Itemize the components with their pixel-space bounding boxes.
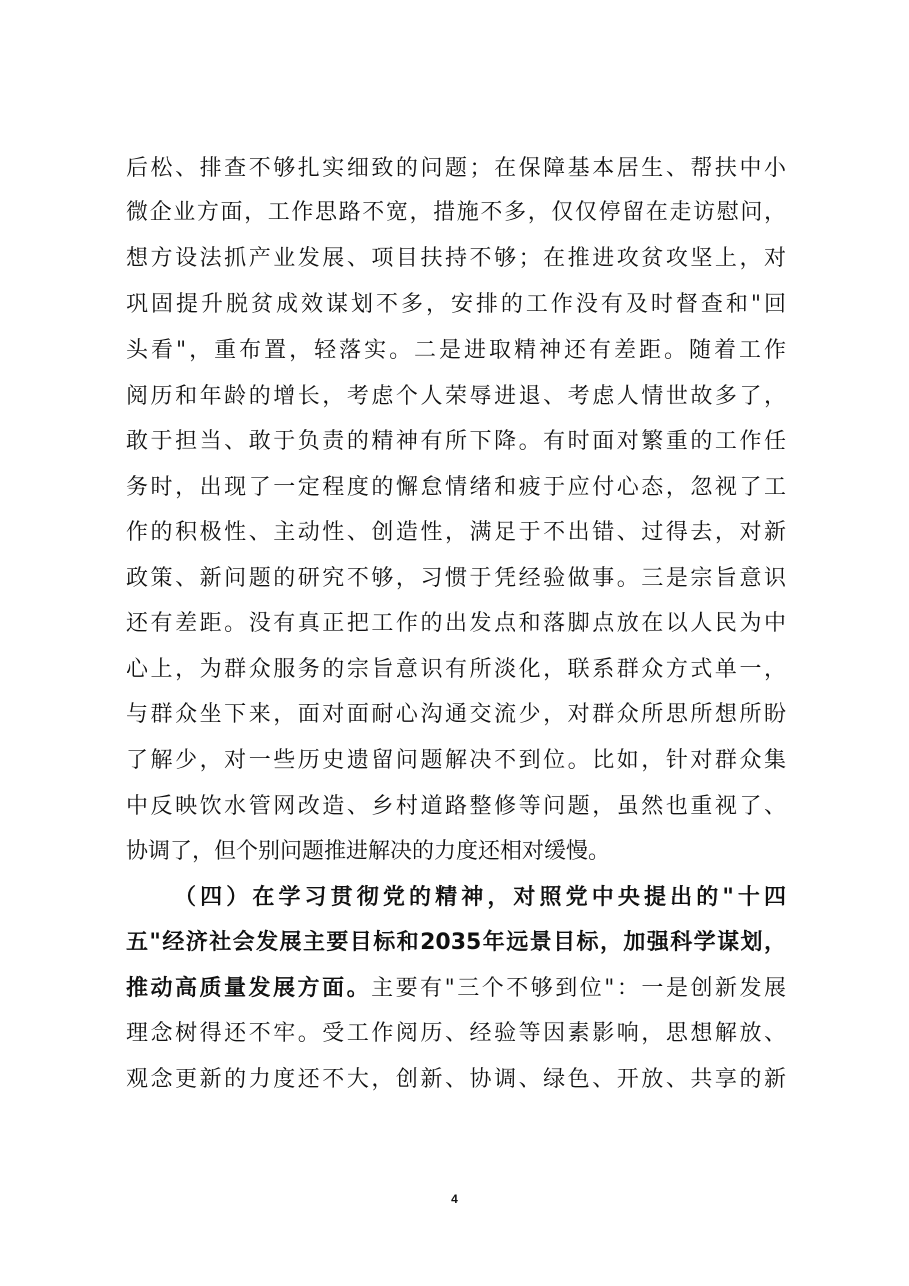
body-line-6: 阅历和年龄的增长，考虑个人荣辱进退、考虑人情世故多了， — [126, 384, 786, 409]
page-number: 4 — [451, 1192, 458, 1206]
section-line-5: 观念更新的力度还不大，创新、协调、绿色、开放、共享的新 — [126, 1067, 786, 1092]
section-line-3-text: 主要有"三个不够到位"：一是创新发展 — [371, 976, 786, 1001]
body-line-15: 中反映饮水管网改造、乡村道路整修等问题，虽然也重视了、 — [126, 794, 786, 819]
body-line-5: 头看"，重布置，轻落实。二是进取精神还有差距。随着工作 — [126, 338, 786, 363]
body-line-2: 微企业方面，工作思路不宽，措施不多，仅仅停留在走访慰问， — [126, 200, 786, 225]
body-line-14: 了解少，对一些历史遗留问题解决不到位。比如，针对群众集 — [126, 748, 786, 773]
body-line-7: 敢于担当、敢于负责的精神有所下降。有时面对繁重的工作任 — [126, 429, 786, 454]
body-line-1: 后松、排查不够扎实细致的问题；在保障基本居生、帮扶中小 — [126, 156, 786, 181]
section-line-4: 理念树得还不牢。受工作阅历、经验等因素影响，思想解放、 — [126, 1021, 786, 1046]
body-line-12: 心上，为群众服务的宗旨意识有所淡化，联系群众方式单一， — [126, 657, 786, 682]
body-line-9: 作的积极性、主动性、创造性，满足于不出错、过得去，对新 — [126, 520, 786, 545]
section-heading-line-2: 五"经济社会发展主要目标和2035年远景目标，加强科学谋划， — [126, 930, 786, 955]
body-line-4: 巩固提升脱贫成效谋划不多，安排的工作没有及时督查和"回 — [126, 292, 786, 317]
body-line-11: 还有差距。没有真正把工作的出发点和落脚点放在以人民为中 — [126, 611, 786, 636]
body-line-13: 与群众坐下来，面对面耐心沟通交流少，对群众所思所想所盼 — [126, 702, 786, 727]
body-line-10: 政策、新问题的研究不够，习惯于凭经验做事。三是宗旨意识 — [126, 566, 786, 591]
section-heading-line-1: （四）在学习贯彻党的精神，对照党中央提出的"十四 — [174, 885, 786, 910]
body-line-16: 协调了，但个别问题推进解决的力度还相对缓慢。 — [126, 839, 611, 864]
section-line-3 — [126, 972, 786, 1006]
body-line-8: 务时，出现了一定程度的懈怠情绪和疲于应付心态，忽视了工 — [126, 475, 786, 500]
section-heading-tail: 推动高质量发展方面。 — [126, 976, 372, 1001]
body-line-3: 想方设法抓产业发展、项目扶持不够；在推进攻贫攻坚上，对 — [126, 246, 786, 271]
